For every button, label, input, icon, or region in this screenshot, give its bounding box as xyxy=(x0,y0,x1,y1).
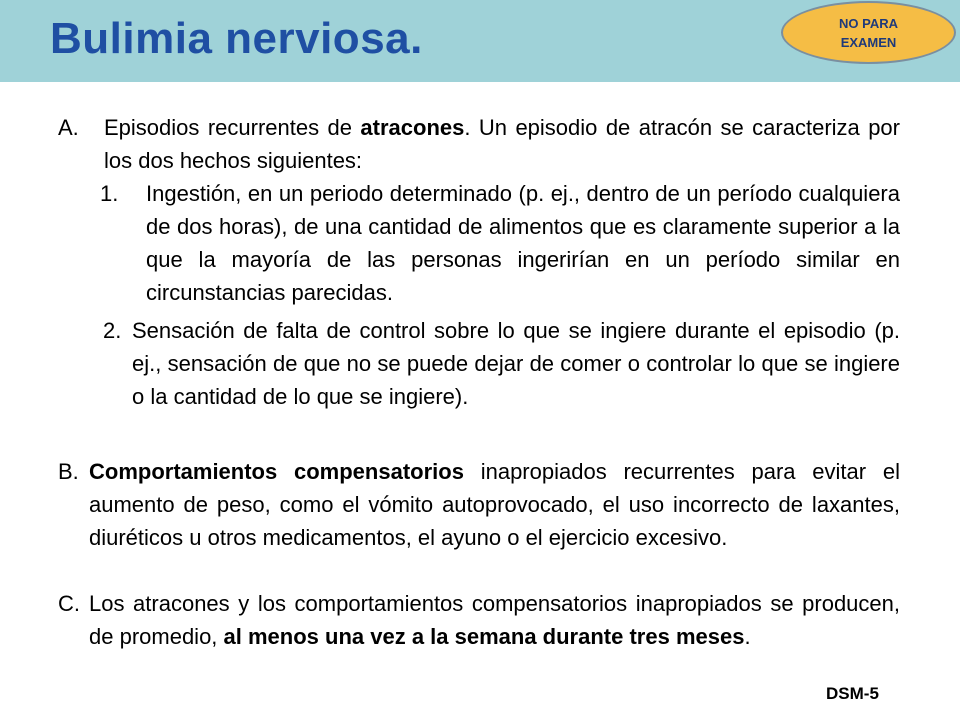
criterion-a-item-1 xyxy=(100,177,900,309)
criterion-a-item-2-text: Sensación de falta de control sobre lo que se ingiere durante el episodio (p. ej., sensación de que no se puede dejar de comer o controlar lo que se ingiere o la cantidad de lo que se ingiere). xyxy=(132,318,900,409)
badge-line-1: NO PARA xyxy=(839,15,898,31)
slide-title: Bulimia nerviosa. xyxy=(50,14,423,63)
criterion-a-item-2-marker: 2. xyxy=(103,318,122,343)
criterion-c xyxy=(58,587,900,653)
criterion-a-marker: A. xyxy=(58,115,79,140)
criterion-c-keyword: al menos una vez a la semana durante tres meses xyxy=(223,624,745,649)
badge-line-2: EXAMEN xyxy=(840,34,897,50)
no-exam-badge xyxy=(781,1,956,64)
criterion-a-text-post: . Un episodio de atracón se caracteriza por los dos hechos siguientes: xyxy=(104,115,900,173)
criterion-b xyxy=(58,455,900,554)
criterion-a-item-2 xyxy=(103,314,900,413)
criterion-c-text-post: . xyxy=(744,624,751,649)
criterion-a-item-1-text: Ingestión, en un periodo determinado (p. ej., dentro de un período cualquiera de dos horas), de una cantidad de alimentos que es claramente superior a la que la mayoría de las personas ingerirían en un período similar en circunstancias parecidas. xyxy=(146,181,900,305)
criterion-b-marker: B. xyxy=(58,459,79,484)
criterion-b-keyword: Comportamientos compensatorios xyxy=(89,459,464,484)
criterion-a-keyword: atracones xyxy=(360,115,465,140)
source-label: DSM-5 xyxy=(826,684,879,703)
criterion-b-text-post: inapropiados recurrentes para evitar el aumento de peso, como el vómito autoprovocado, el uso incorrecto de laxantes, diuréticos u otros medicamentos, el ayuno o el ejercicio excesivo. xyxy=(89,459,900,550)
criterion-c-marker: C. xyxy=(58,591,80,616)
criterion-a xyxy=(58,111,900,177)
criterion-a-text-pre: Episodios recurrentes de xyxy=(104,115,361,140)
criterion-c-text-pre: Los atracones y los comportamientos compensatorios inapropiados se producen, de promedio, xyxy=(89,591,900,649)
criterion-a-item-1-marker: 1. xyxy=(100,181,119,206)
